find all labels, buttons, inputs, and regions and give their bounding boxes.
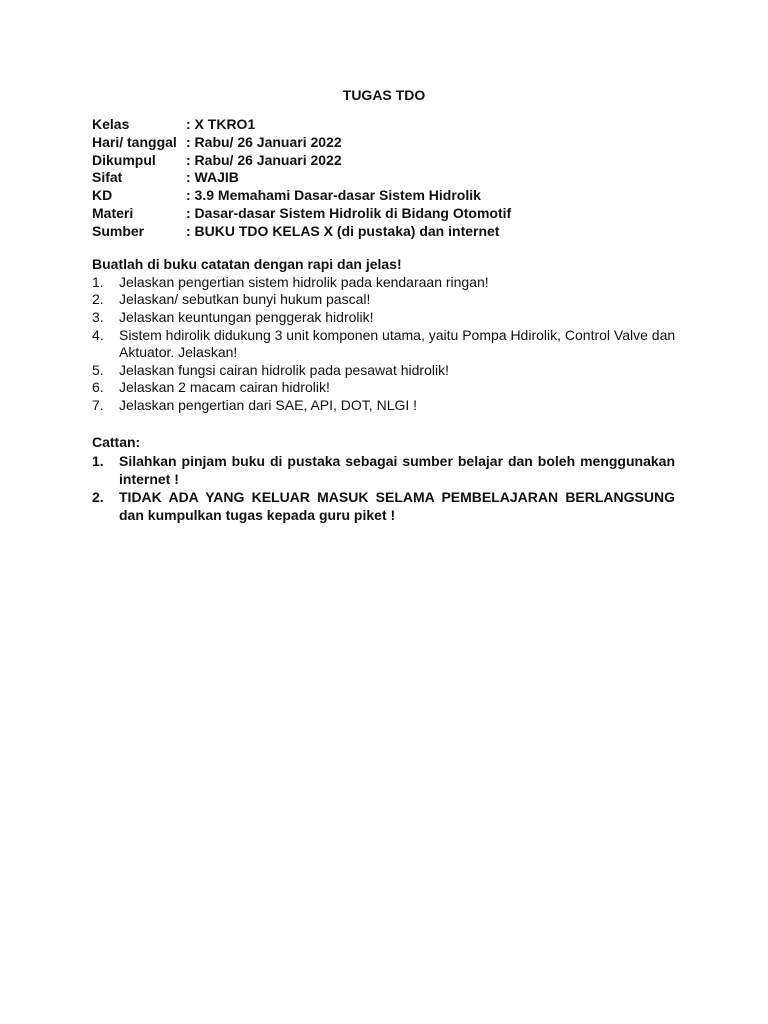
question-text: Jelaskan pengertian sistem hidrolik pada kendaraan ringan! xyxy=(119,273,489,290)
question-text: Jelaskan pengertian dari SAE, API, DOT, NLGI ! xyxy=(119,396,418,413)
notes-heading: Cattan: xyxy=(92,434,141,450)
meta-label: Sumber xyxy=(92,222,145,239)
meta-row-hari-tanggal xyxy=(92,134,692,152)
meta-row-sumber xyxy=(92,223,692,241)
meta-value: : X TKRO1 xyxy=(186,116,256,132)
instructions-section xyxy=(92,256,692,415)
question-text: Jelaskan 2 macam cairan hidrolik! xyxy=(119,379,330,396)
note-number: 2. xyxy=(92,489,104,506)
question-item xyxy=(92,309,692,327)
question-text: Jelaskan/ sebutkan bunyi hukum pascal! xyxy=(119,291,371,308)
instructions-heading: Buatlah di buku catatan dengan rapi dan jelas! xyxy=(92,256,402,272)
meta-label: Dikumpul xyxy=(92,151,156,168)
question-number: 2. xyxy=(92,291,104,308)
meta-label: Hari/ tanggal xyxy=(92,133,177,150)
meta-label: Kelas xyxy=(92,116,130,132)
meta-row-sifat xyxy=(92,169,692,187)
meta-label: KD xyxy=(92,187,113,204)
question-number: 5. xyxy=(92,361,104,378)
question-text: Jelaskan keuntungan penggerak hidrolik! xyxy=(119,308,374,325)
note-text: TIDAK ADA YANG KELUAR MASUK SELAMA PEMBELAJARAN BERLANGSUNG dan kumpulkan tugas kepada guru piket ! xyxy=(119,489,675,523)
meta-row-kd xyxy=(92,187,692,205)
question-item xyxy=(92,397,692,415)
meta-row-kelas xyxy=(92,116,692,134)
question-text: Sistem hdirolik didukung 3 unit komponen utama, yaitu Pompa Hdirolik, Control Valve dan Aktuator. Jelaskan! xyxy=(119,326,676,361)
meta-value: : Rabu/ 26 Januari 2022 xyxy=(186,151,342,168)
question-item xyxy=(92,291,692,309)
question-number: 3. xyxy=(92,308,104,325)
meta-row-materi xyxy=(92,205,692,223)
note-item xyxy=(92,489,675,524)
question-number: 7. xyxy=(92,396,104,413)
question-item xyxy=(92,327,692,362)
meta-value: : Rabu/ 26 Januari 2022 xyxy=(186,133,342,150)
meta-value: : Dasar-dasar Sistem Hidrolik di Bidang Otomotif xyxy=(186,204,512,221)
question-item xyxy=(92,274,692,292)
meta-value: : WAJIB xyxy=(186,169,239,186)
question-number: 1. xyxy=(92,273,104,290)
meta-label: Sifat xyxy=(92,169,123,186)
question-number: 4. xyxy=(92,326,104,343)
note-text: Silahkan pinjam buku di pustaka sebagai sumber belajar dan boleh menggunakan internet ! xyxy=(119,453,675,487)
assignment-info xyxy=(92,116,692,241)
question-item xyxy=(92,362,692,380)
question-list xyxy=(92,274,692,415)
question-text: Jelaskan fungsi cairan hidrolik pada pesawat hidrolik! xyxy=(119,361,449,378)
question-item xyxy=(92,379,692,397)
meta-value: : BUKU TDO KELAS X (di pustaka) dan internet xyxy=(186,222,500,239)
question-number: 6. xyxy=(92,379,104,396)
meta-label: Materi xyxy=(92,204,134,221)
note-item xyxy=(92,453,675,488)
document-title: TUGAS TDO xyxy=(342,87,426,103)
notes-section xyxy=(92,433,675,525)
meta-row-dikumpul xyxy=(92,152,692,170)
note-number: 1. xyxy=(92,453,104,469)
meta-value: : 3.9 Memahami Dasar-dasar Sistem Hidrolik xyxy=(186,187,481,204)
